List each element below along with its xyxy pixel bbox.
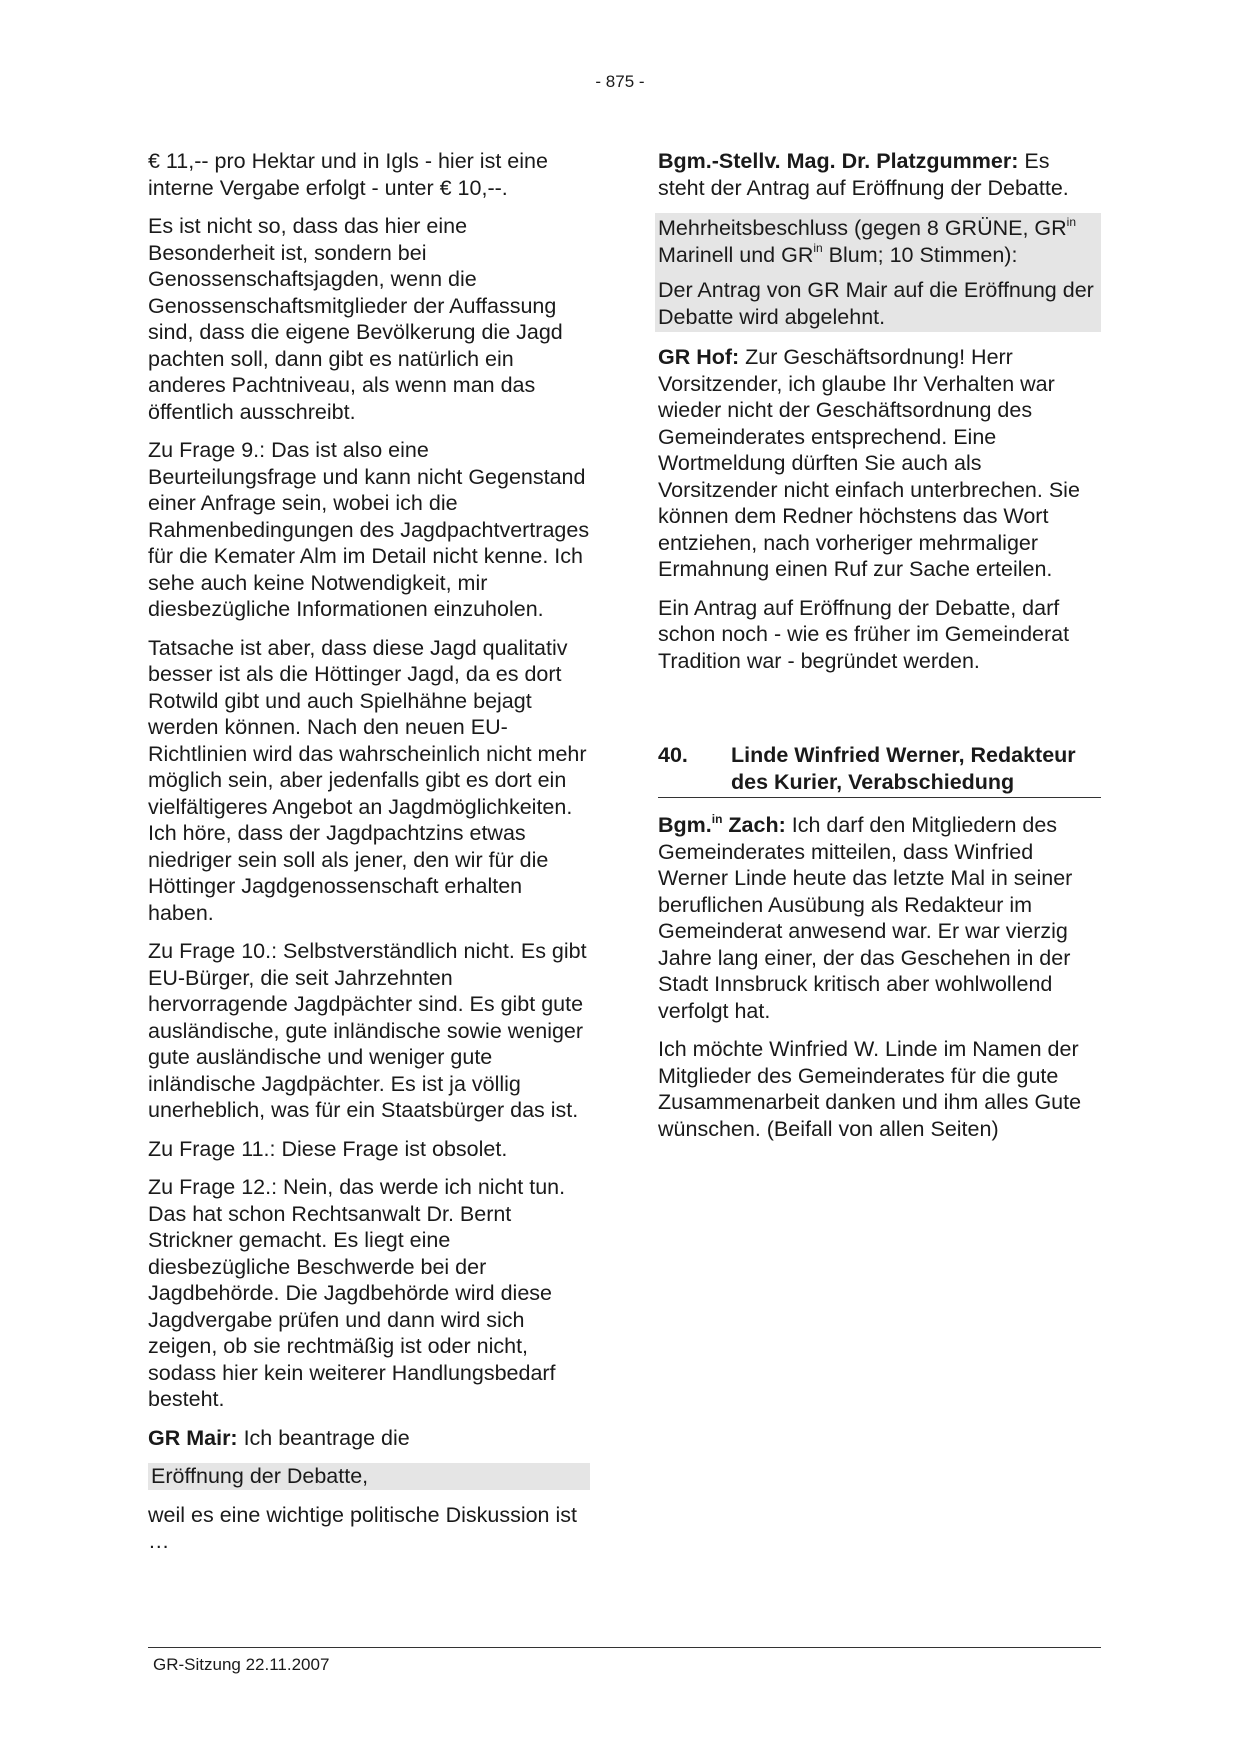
speaker-name: Bgm.-Stellv. Mag. Dr. Platzgummer: <box>658 149 1019 173</box>
footer-divider <box>148 1647 1101 1648</box>
paragraph: Zu Frage 12.: Nein, das werde ich nicht tun. Das hat schon Rechtsanwalt Dr. Bernt Strickner gemacht. Es liegt eine diesbezügliche Beschwerde bei der Jagdbehörde. Die Jagdbehörde wird diese Jagdvergabe prüfen und dann wird sich zeigen, ob sie rechtmäßig ist oder nicht, sodass hier kein weiterer Handlungsbedarf besteht. <box>148 1175 566 1411</box>
vote-tally: Mehrheitsbeschluss (gegen 8 GRÜNE, $GR^{in}$ Marinell und $GR^{in}$ Blum; 10 Stimmen): <box>658 214 1077 267</box>
speaker-paragraph <box>658 148 1101 201</box>
paragraph: Tatsache ist aber, dass diese Jagd qualitativ besser ist als die Höttinger Jagd, da es dort Rotwild gibt und auch Spielhähne bejagt werden können. Nach den neuen EU-Richtlinien wird das wahrscheinlich nicht mehr möglich sein, aber jedenfalls gibt es dort ein vielfältigeres Angebot an Jagdmöglichkeiten. Ich höre, dass der Jagdpachtzins etwas niedriger sein soll als jener, den wir für die Höttinger Jagdgenossenschaft erhalten haben. <box>148 635 587 925</box>
right-column <box>658 148 1101 1154</box>
speech-text: Ich darf den Mitgliedern des Gemeinderates mitteilen, dass Winfried Werner Linde heute das letzte Mal in seiner beruflichen Ausübung als Redakteur im Gemeinderat anwesend war. Er war vierzig Jahre lang einer, der das Geschehen in der Stadt Innsbruck kritisch aber wohlwollend verfolgt hat. <box>658 813 1073 1023</box>
paragraph: Ein Antrag auf Eröffnung der Debatte, darf schon noch - wie es früher im Gemeinderat Tradition war - begründet werden. <box>658 595 1070 673</box>
paragraph: € 11,-- pro Hektar und in Igls - hier ist eine interne Vergabe erfolgt - unter € 10,--. <box>148 149 548 200</box>
speaker-paragraph <box>148 1425 590 1452</box>
vote-result-block <box>655 213 1101 332</box>
speaker-name: GR Hof: <box>658 345 740 369</box>
speaker-name: GR Mair: <box>148 1425 238 1450</box>
shaded-motion: Eröffnung der Debatte, <box>148 1463 590 1490</box>
footer-text: GR-Sitzung 22.11.2007 <box>153 1655 330 1674</box>
left-column <box>148 148 590 1567</box>
page-number: - 875 - <box>595 72 645 91</box>
speaker-name: Bgm.$^{in}$ Zach: <box>658 811 786 837</box>
paragraph: Zu Frage 10.: Selbstverständlich nicht. Es gibt EU-Bürger, die seit Jahrzehnten hervorragende Jagdpächter sind. Es gibt gute ausländische, gute inländische sowie weniger gute ausländische und weniger gute inländische Jagdpächter. Es ist ja völlig unerheblich, was für ein Staatsbürger das ist. <box>148 939 587 1122</box>
paragraph: weil es eine wichtige politische Diskussion ist … <box>148 1502 577 1553</box>
speech-text: Ich beantrage die <box>237 1425 410 1450</box>
paragraph: Zu Frage 11.: Diese Frage ist obsolet. <box>148 1136 508 1161</box>
paragraph: Ich möchte Winfried W. Linde im Namen der Mitglieder des Gemeinderates für die gute Zusammenarbeit danken und ihm alles Gute wünschen. (Beifall von allen Seiten) <box>658 1037 1082 1141</box>
speaker-paragraph <box>658 812 1101 1024</box>
agenda-item-heading <box>658 742 1101 798</box>
paragraph: Es ist nicht so, dass das hier eine Besonderheit ist, sondern bei Genossenschaftsjagden, wenn die Genossenschaftsmitglieder der Auffassung sind, dass die eigene Bevölkerung die Jagd pachten soll, dann gibt es natürlich ein anderes Pachtniveau, als wenn man das öffentlich ausschreibt. <box>148 214 563 424</box>
speaker-paragraph <box>658 344 1101 583</box>
agenda-number: 40. <box>658 743 688 767</box>
paragraph: Zu Frage 9.: Das ist also eine Beurteilungsfrage und kann nicht Gegenstand einer Anfrage sein, wobei ich die Rahmenbedingungen des Jagdpachtvertrages für die Kemater Alm im Detail nicht kenne. Ich sehe auch keine Notwendigkeit, mir diesbezügliche Informationen einzuholen. <box>148 438 590 621</box>
agenda-title: Linde Winfried Werner, Redakteur des Kurier, Verabschiedung <box>731 743 1076 794</box>
speech-text: Zur Geschäftsordnung! Herr Vorsitzender, ich glaube Ihr Verhalten war wieder nicht der Geschäftsordnung des Gemeinderates entsprechend. Eine Wortmeldung dürften Sie auch als Vorsitzender nicht einfach unterbrechen. Sie können dem Redner höchstens das Wort entziehen, nach vorheriger mehrmaliger Ermahnung einen Ruf zur Sache erteilen. <box>658 345 1080 581</box>
speech-text: Es steht der Antrag auf Eröffnung der Debatte. <box>658 149 1069 200</box>
vote-outcome: Der Antrag von GR Mair auf die Eröffnung der Debatte wird abgelehnt. <box>658 278 1094 329</box>
